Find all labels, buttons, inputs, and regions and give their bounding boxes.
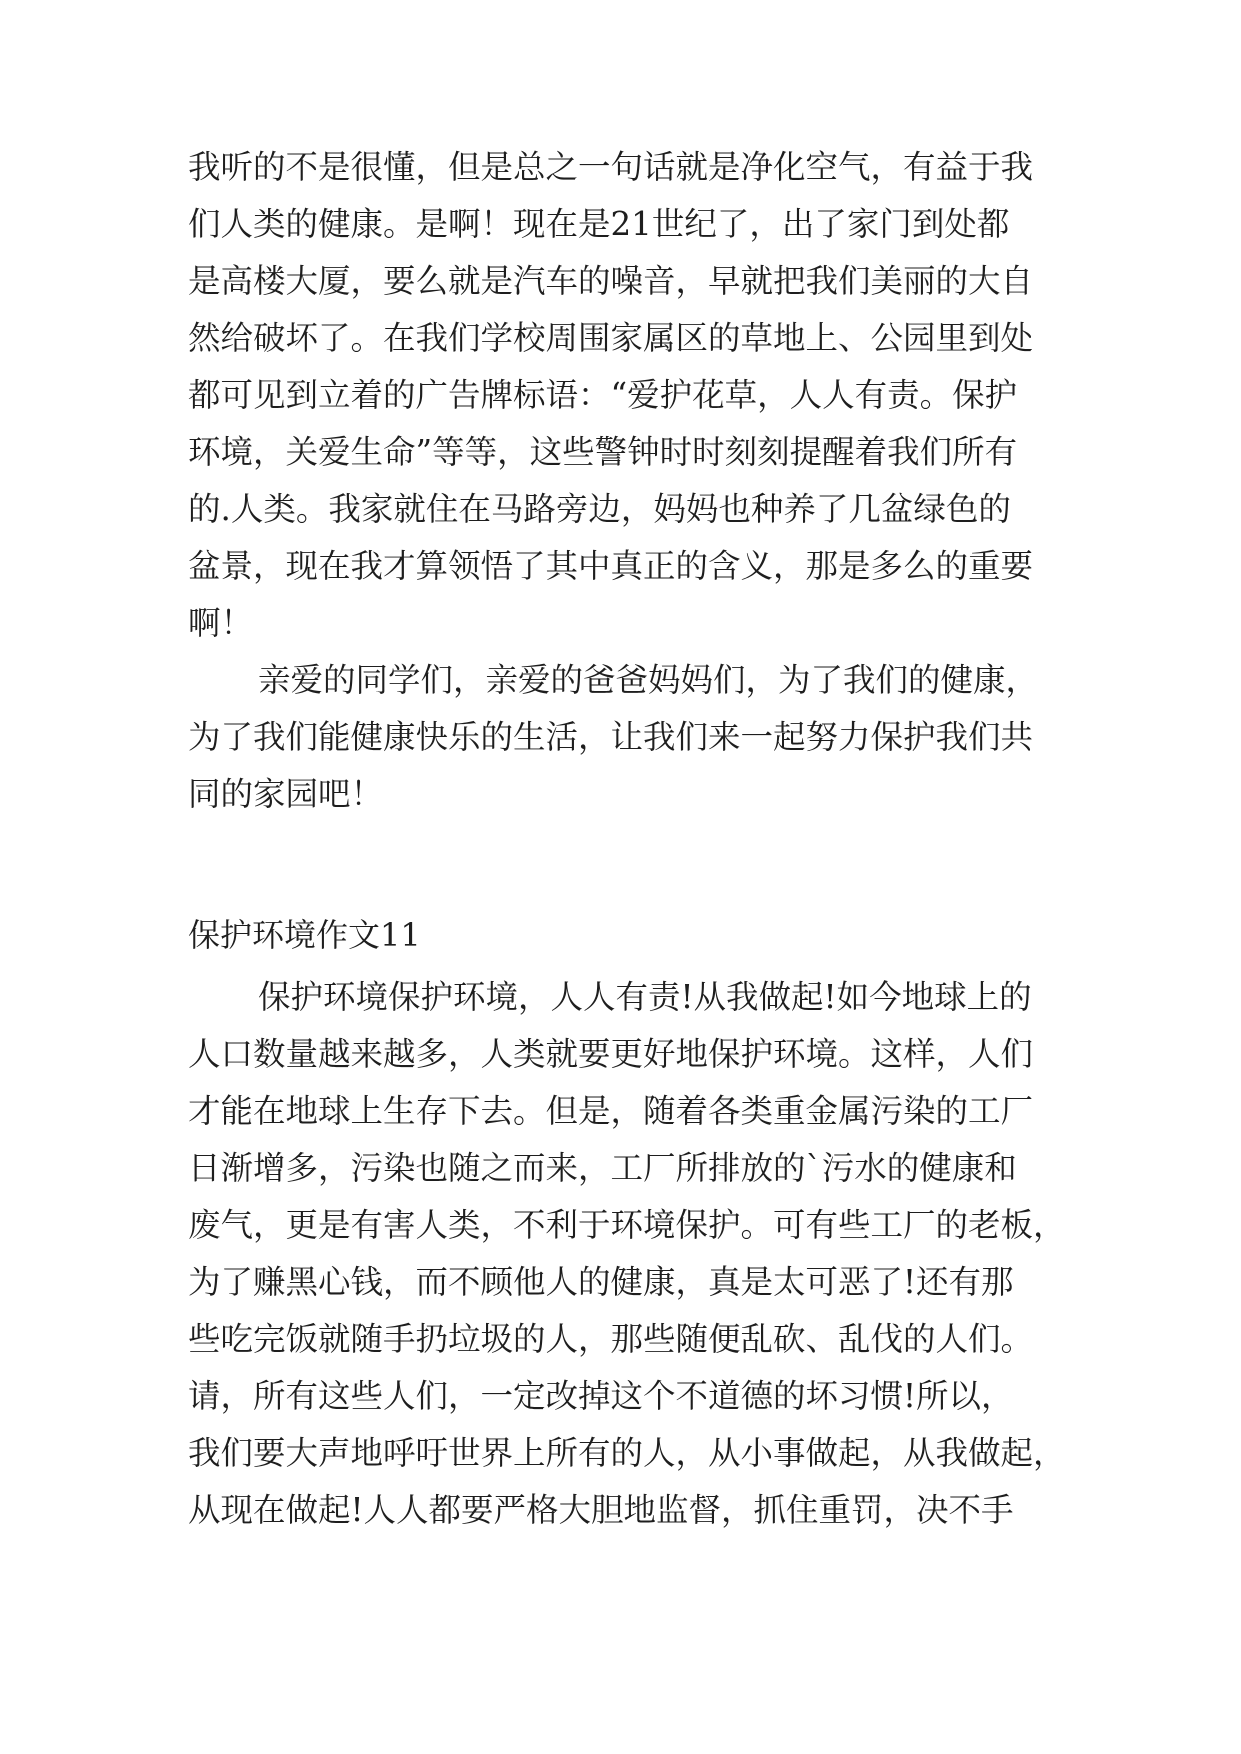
paragraph-1-line-5: 都可见到立着的广告牌标语：“爱护花草，人人有责。保护	[188, 376, 1018, 414]
paragraph-1-line-7: 的.人类。我家就住在马路旁边，妈妈也种养了几盆绿色的	[188, 490, 1011, 528]
paragraph-1-line-1: 我听的不是很懂，但是总之一句话就是净化空气，有益于我	[188, 148, 1034, 186]
paragraph-2-line-1: 亲爱的同学们，亲爱的爸爸妈妈们，为了我们的健康，	[258, 661, 1039, 699]
paragraph-3-line-1: 保护环境保护环境，人人有责!从我做起!如今地球上的	[258, 978, 1032, 1016]
paragraph-1-line-8: 盆景，现在我才算领悟了其中真正的含义，那是多么的重要	[188, 547, 1034, 585]
paragraph-3-line-2: 人口数量越来越多，人类就要更好地保护环境。这样，人们	[188, 1035, 1034, 1073]
paragraph-1-line-2: 们人类的健康。是啊！现在是21世纪了，出了家门到处都	[188, 205, 1010, 243]
paragraph-3-line-6: 为了赚黑心钱，而不顾他人的健康，真是太可恶了!还有那	[188, 1263, 1014, 1301]
paragraph-3-line-7: 些吃完饭就随手扔垃圾的人，那些随便乱砍、乱伐的人们。	[188, 1320, 1034, 1358]
paragraph-1-line-4: 然给破坏了。在我们学校周围家属区的草地上、公园里到处	[188, 319, 1034, 357]
paragraph-2-line-2: 为了我们能健康快乐的生活，让我们来一起努力保护我们共	[188, 718, 1034, 756]
section-title: 保护环境作文11	[188, 916, 421, 954]
paragraph-1-line-6: 环境，关爱生命”等等，这些警钟时时刻刻提醒着我们所有	[188, 433, 1018, 471]
paragraph-3-line-8: 请，所有这些人们，一定改掉这个不道德的坏习惯!所以，	[188, 1377, 1014, 1415]
paragraph-3-line-9: 我们要大声地呼吁世界上所有的人，从小事做起，从我做起，	[188, 1434, 1066, 1472]
paragraph-1-line-3: 是高楼大厦，要么就是汽车的噪音，早就把我们美丽的大自	[188, 262, 1034, 300]
paragraph-3-line-5: 废气，更是有害人类，不利于环境保护。可有些工厂的老板，	[188, 1206, 1066, 1244]
paragraph-3-line-10: 从现在做起!人人都要严格大胆地监督，抓住重罚，决不手	[188, 1491, 1014, 1529]
paragraph-3-line-4: 日渐增多，污染也随之而来，工厂所排放的`污水的健康和	[188, 1149, 1017, 1187]
paragraph-2-line-3: 同的家园吧！	[188, 775, 384, 813]
paragraph-1-line-9: 啊！	[188, 604, 254, 642]
paragraph-3-line-3: 才能在地球上生存下去。但是，随着各类重金属污染的工厂	[188, 1092, 1034, 1130]
